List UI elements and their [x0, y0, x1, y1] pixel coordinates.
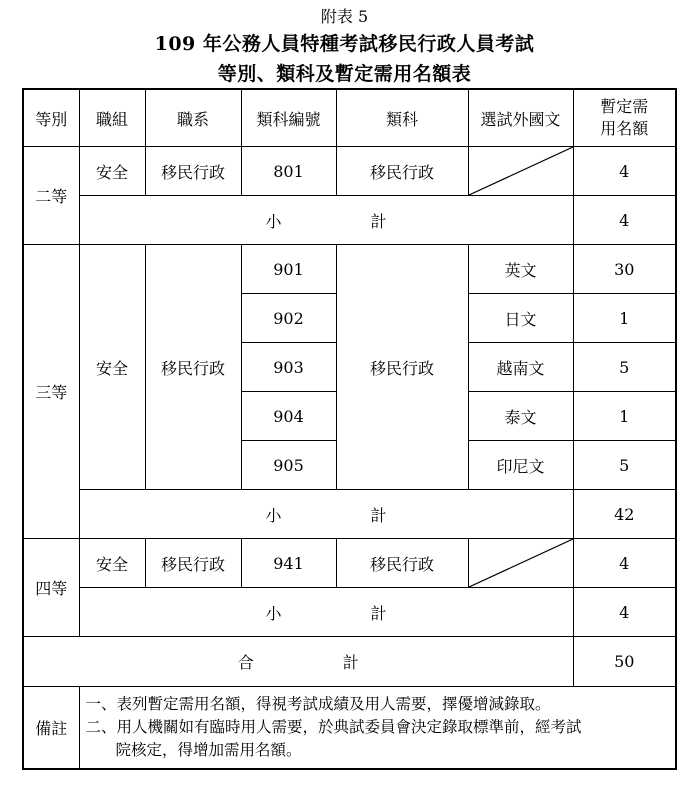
grade-cell: 二等: [23, 147, 79, 245]
subject-cell: 移民行政: [336, 245, 468, 490]
quota-cell: 5: [573, 441, 676, 490]
header-series: 職系: [145, 89, 241, 147]
language-cell: 英文: [468, 245, 573, 294]
language-cell: 日文: [468, 294, 573, 343]
total-row: [23, 637, 676, 687]
subtotal-value: 4: [573, 196, 676, 245]
remarks-label: 備註: [23, 687, 79, 769]
header-group: 職組: [79, 89, 145, 147]
group-cell: 安全: [79, 147, 145, 196]
group-cell: 安全: [79, 245, 145, 490]
header-grade: 等別: [23, 89, 79, 147]
remarks-row: [23, 687, 676, 769]
code-cell: 941: [241, 539, 336, 588]
language-empty-cell: [468, 147, 573, 196]
code-cell: 903: [241, 343, 336, 392]
subtotal-row: [23, 588, 676, 637]
quota-cell: 1: [573, 392, 676, 441]
attachment-label: 附表 5: [320, 7, 369, 26]
page-title: 109 年公務人員特種考試移民行政人員考試: [154, 33, 535, 55]
group-cell: 安全: [79, 539, 145, 588]
quota-cell: 1: [573, 294, 676, 343]
page-subtitle: 等別、類科及暫定需用名額表: [217, 63, 472, 85]
subtotal-label: 小 計: [79, 196, 573, 245]
diagonal-line: [469, 147, 573, 195]
language-cell: 越南文: [468, 343, 573, 392]
code-cell: 901: [241, 245, 336, 294]
code-cell: 904: [241, 392, 336, 441]
subtotal-value: 42: [573, 490, 676, 539]
grade-cell: 四等: [23, 539, 79, 637]
language-cell: 泰文: [468, 392, 573, 441]
quota-cell: 5: [573, 343, 676, 392]
series-cell: 移民行政: [145, 539, 241, 588]
language-empty-cell: [468, 539, 573, 588]
subject-cell: 移民行政: [336, 539, 468, 588]
grade-cell: 三等: [23, 245, 79, 539]
diagonal-line: [469, 539, 573, 587]
quota-cell: 4: [573, 147, 676, 196]
header-subject: 類科: [336, 89, 468, 147]
remark-line: 一、表列暫定需用名額，得視考試成績及用人需要，擇優增減錄取。: [85, 694, 551, 713]
code-cell: 801: [241, 147, 336, 196]
remarks-content: [79, 687, 676, 769]
header-quota-line2: 用名額: [600, 119, 649, 138]
header-quota: [573, 89, 676, 147]
remark-line: 院核定，得增加需用名額。: [115, 740, 302, 759]
quota-table: [22, 88, 677, 770]
header-language: 選試外國文: [468, 89, 573, 147]
subject-cell: 移民行政: [336, 147, 468, 196]
table-row: [23, 539, 676, 588]
total-value: 50: [573, 637, 676, 687]
remark-line: 二、用人機關如有臨時用人需要，於典試委員會決定錄取標準前，經考試: [85, 717, 582, 736]
subtotal-row: [23, 196, 676, 245]
total-label: 合 計: [23, 637, 573, 687]
table-row: [23, 245, 676, 294]
subtotal-label: 小 計: [79, 588, 573, 637]
quota-cell: 4: [573, 539, 676, 588]
code-cell: 902: [241, 294, 336, 343]
subtotal-row: [23, 490, 676, 539]
series-cell: 移民行政: [145, 245, 241, 490]
language-cell: 印尼文: [468, 441, 573, 490]
series-cell: 移民行政: [145, 147, 241, 196]
subtotal-label: 小 計: [79, 490, 573, 539]
subtotal-value: 4: [573, 588, 676, 637]
header-quota-line1: 暫定需: [600, 97, 649, 116]
header-row: [23, 89, 676, 147]
quota-cell: 30: [573, 245, 676, 294]
table-row: [23, 147, 676, 196]
code-cell: 905: [241, 441, 336, 490]
header-code: 類科編號: [241, 89, 336, 147]
